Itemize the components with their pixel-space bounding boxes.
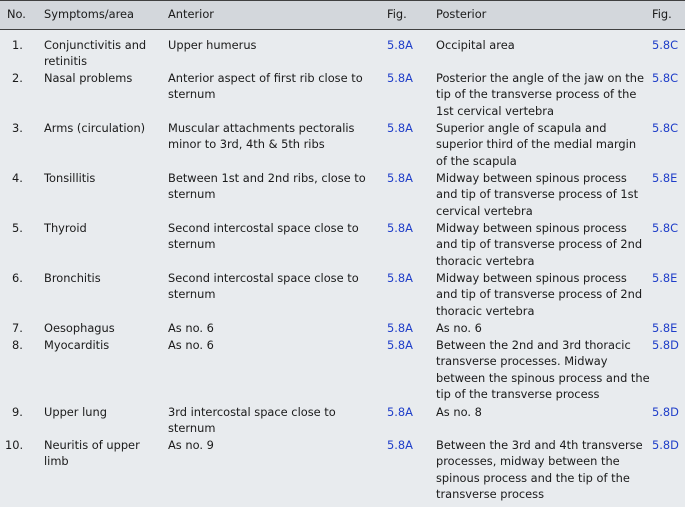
symptom-area: Bronchitis [44,271,101,285]
posterior-location: and tip of transverse process of 2nd [436,237,643,252]
anterior-location: Second intercostal space close to [168,221,359,235]
figure-link-anterior[interactable]: 5.8A [387,38,413,52]
posterior-location: transverse processes. Midway [436,354,608,369]
anterior-location: sternum [168,287,216,302]
row-number: 10. [5,438,24,452]
row-number: 3. [12,121,23,135]
posterior-location: and tip of transverse process of 1st [436,187,639,202]
anterior-location: Between 1st and 2nd ribs, close to [168,171,366,185]
figure-link-posterior[interactable]: 5.8E [652,171,678,185]
header-anterior: Anterior [168,7,214,21]
figure-link-anterior[interactable]: 5.8A [387,71,413,85]
symptom-area: Thyroid [44,221,87,235]
anterior-location: 3rd intercostal space close to [168,405,336,419]
symptom-area: retinitis [44,54,88,69]
posterior-location: and tip of transverse process of 2nd [436,287,643,302]
table-header [0,0,685,29]
figure-link-anterior[interactable]: 5.8A [387,121,413,135]
row-number: 6. [12,271,23,285]
posterior-location: thoracic vertebra [436,303,535,318]
posterior-location: cervical vertebra [436,203,533,218]
header-fig-anterior: Fig. [387,7,407,21]
figure-link-posterior[interactable]: 5.8C [652,38,679,52]
symptom-area: Oesophagus [44,321,115,335]
anterior-location: As no. 6 [168,338,214,352]
symptom-area: Arms (circulation) [44,121,146,135]
posterior-location: between the spinous process and the [436,370,650,385]
figure-link-posterior[interactable]: 5.8D [652,338,679,352]
anterior-location: sternum [168,187,216,202]
anterior-location: sternum [168,87,216,102]
symptom-area: Tonsillitis [44,171,96,185]
symptom-area: Upper lung [44,405,107,419]
anterior-location: Second intercostal space close to [168,271,359,285]
anterior-location: minor to 3rd, 4th & 5th ribs [168,137,325,152]
figure-link-anterior[interactable]: 5.8A [387,171,413,185]
row-number: 1. [12,38,23,52]
anterior-location: sternum [168,421,216,436]
anterior-location: Anterior aspect of first rib close to [168,71,363,85]
posterior-location: As no. 6 [436,321,482,335]
header-posterior: Posterior [436,7,487,21]
row-number: 8. [12,338,23,352]
posterior-location: tip of the transverse process [436,387,600,402]
anterior-location: As no. 9 [168,438,214,452]
figure-link-posterior[interactable]: 5.8D [652,438,679,452]
symptom-area: Conjunctivitis and [44,38,147,52]
row-number: 9. [12,405,23,419]
row-number: 5. [12,221,23,235]
figure-link-posterior[interactable]: 5.8E [652,271,678,285]
symptom-area: Nasal problems [44,71,133,85]
figure-link-anterior[interactable]: 5.8A [387,405,413,419]
header-no: No. [7,7,26,21]
posterior-location: transverse process [436,487,545,502]
header-fig-posterior: Fig. [652,7,672,21]
header-symptoms: Symptoms/area [44,7,135,21]
anterior-location: Muscular attachments pectoralis [168,121,355,135]
posterior-location: 1st cervical vertebra [436,103,554,118]
posterior-location: Superior angle of scapula and [436,121,607,135]
anterior-location: sternum [168,237,216,252]
posterior-location: Midway between spinous process [436,221,627,235]
anterior-location: As no. 6 [168,321,214,335]
posterior-location: tip of the transverse process of the [436,87,637,102]
figure-link-anterior[interactable]: 5.8A [387,321,413,335]
header-rule [0,29,685,30]
figure-link-anterior[interactable]: 5.8A [387,271,413,285]
row-number: 4. [12,171,23,185]
symptom-area: limb [44,454,69,469]
figure-link-posterior[interactable]: 5.8D [652,405,679,419]
figure-link-posterior[interactable]: 5.8E [652,321,678,335]
figure-link-anterior[interactable]: 5.8A [387,338,413,352]
posterior-location: Midway between spinous process [436,271,627,285]
figure-link-posterior[interactable]: 5.8C [652,71,679,85]
posterior-location: Midway between spinous process [436,171,627,185]
row-number: 7. [12,321,23,335]
posterior-location: of the scapula [436,153,517,168]
figure-link-anterior[interactable]: 5.8A [387,438,413,452]
figure-link-posterior[interactable]: 5.8C [652,121,679,135]
symptom-area: Myocarditis [44,338,110,352]
posterior-location: Between the 2nd and 3rd thoracic [436,338,631,352]
top-rule [0,0,685,1]
posterior-location: processes, midway between the [436,454,620,469]
row-number: 2. [12,71,23,85]
posterior-location: superior third of the medial margin [436,137,637,152]
anterior-location: Upper humerus [168,38,257,52]
figure-link-anterior[interactable]: 5.8A [387,221,413,235]
figure-link-posterior[interactable]: 5.8C [652,221,679,235]
posterior-location: spinous process and the tip of the [436,470,630,485]
posterior-location: Posterior the angle of the jaw on the [436,71,644,85]
symptom-area: Neuritis of upper [44,438,140,452]
posterior-location: Occipital area [436,38,515,52]
posterior-location: As no. 8 [436,405,482,419]
posterior-location: thoracic vertebra [436,253,535,268]
posterior-location: Between the 3rd and 4th transverse [436,438,643,452]
